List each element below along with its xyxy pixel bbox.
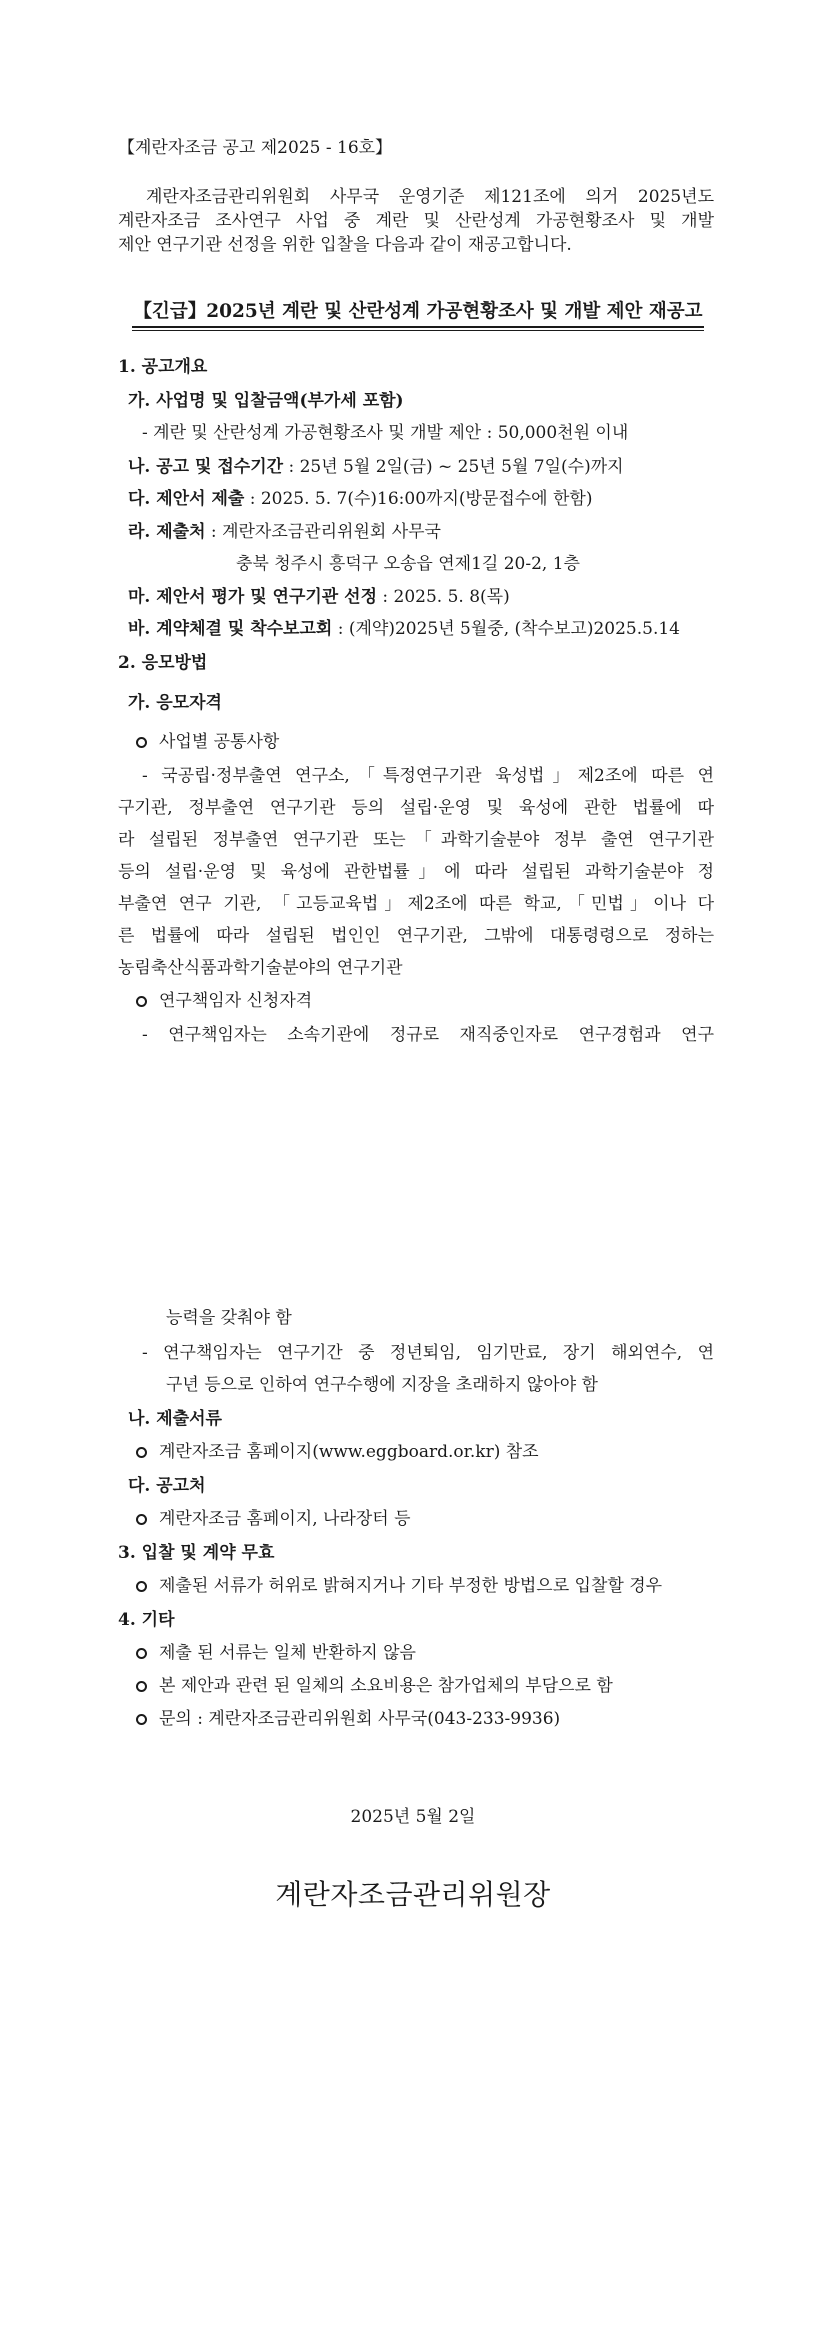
eligibility-line-5: 부출연 연구 기관, 「고등교육법」제2조에 따른 학교,「민법」이나 다 [118, 894, 714, 914]
eligibility-line-1: - 국공립·정부출연 연구소,「특정연구기관 육성법」제2조에 따른 연 [142, 766, 714, 786]
s1-item-e-text: : 2025. 5. 8(목) [377, 587, 510, 607]
s3-bullet-text: 제출된 서류가 허위로 밝혀지거나 기타 부정한 방법으로 입찰할 경우 [159, 1576, 663, 1596]
s1-item-d-label: 라. 제출처 [128, 522, 206, 542]
s1-item-e-label: 마. 제안서 평가 및 연구기관 선정 [128, 587, 377, 607]
s1-item-b-label: 나. 공고 및 접수기간 [128, 457, 284, 477]
s2-item-c-bullet [136, 1508, 411, 1530]
s1-item-d-address: 충북 청주시 흥덕구 오송읍 연제1길 20-2, 1층 [236, 554, 580, 574]
eligibility-line-7: 농림축산식품과학기술분야의 연구기관 [118, 958, 403, 978]
circle-bullet-icon [136, 737, 147, 748]
s1-item-c [128, 488, 593, 510]
researcher-req-1: - 연구책임자는 소속기관에 정규로 재직중인자로 연구경험과 연구 [142, 1025, 714, 1045]
s2-item-b-bullet [136, 1441, 539, 1463]
s1-item-c-text: : 2025. 5. 7(수)16:00까지(방문접수에 한함) [244, 489, 593, 509]
intro-line-2: 계란자조금 조사연구 사업 중 계란 및 산란성계 가공현황조사 및 개발 [118, 211, 714, 231]
eligibility-line-4: 등의 설립·운영 및 육성에 관한법률」에 따라 설립된 과학기술분야 정 [118, 862, 714, 882]
s2-item-b-label: 나. 제출서류 [128, 1409, 222, 1429]
title-underline [132, 326, 704, 328]
s1-item-a-text: - 계란 및 산란성계 가공현황조사 및 개발 제안 : 50,000천원 이내 [142, 423, 629, 443]
s4-bullet-2-text: 본 제안과 관련 된 일체의 소요비용은 참가업체의 부담으로 함 [159, 1676, 613, 1696]
s2-item-b-bullet-text: 계란자조금 홈페이지(www.eggboard.or.kr) 참조 [159, 1442, 539, 1462]
s1-item-f-label: 바. 계약체결 및 착수보고회 [128, 619, 333, 639]
intro-line-1: 계란자조금관리위원회 사무국 운영기준 제121조에 의거 2025년도 [146, 187, 714, 207]
notice-title: 【긴급】2025년 계란 및 산란성계 가공현황조사 및 개발 제안 재공고 [133, 301, 703, 322]
section-1-heading: 1. 공고개요 [118, 357, 208, 377]
intro-line-3: 제안 연구기관 선정을 위한 입찰을 다음과 같이 재공고합니다. [118, 235, 572, 255]
eligibility-line-6: 른 법률에 따라 설립된 법인인 연구기관, 그밖에 대통령령으로 정하는 [118, 926, 714, 946]
s3-bullet [136, 1575, 662, 1597]
s2-item-c-label: 다. 공고처 [128, 1476, 206, 1496]
section-4-heading: 4. 기타 [118, 1610, 175, 1630]
s2-item-a-label: 가. 응모자격 [128, 693, 222, 713]
s2-bullet-common [136, 731, 279, 753]
researcher-req-2: - 연구책임자는 연구기간 중 정년퇴임, 임기만료, 장기 해외연수, 연 [142, 1343, 714, 1363]
section-3-heading: 3. 입찰 및 계약 무효 [118, 1543, 275, 1563]
eligibility-line-2: 구기관, 정부출연 연구기관 등의 설립·운영 및 육성에 관한 법률에 따 [118, 798, 714, 818]
s4-bullet-2 [136, 1675, 613, 1697]
notice-number: 【계란자조금 공고 제2025 - 16호】 [118, 138, 393, 158]
notice-date: 2025년 5월 2일 [350, 1807, 476, 1827]
s1-item-d-text: : 계란자조금관리위원회 사무국 [205, 522, 441, 542]
s4-bullet-1-text: 제출 된 서류는 일체 반환하지 않음 [159, 1643, 416, 1663]
signature-title: 계란자조금관리위원장 [275, 1878, 551, 1911]
s4-bullet-3 [136, 1708, 560, 1730]
s2-bullet-researcher [136, 990, 312, 1012]
researcher-req-2-cont: 구년 등으로 인하여 연구수행에 지장을 초래하지 않아야 함 [166, 1375, 598, 1395]
s1-item-f [128, 618, 680, 640]
researcher-req-1-cont: 능력을 갖춰야 함 [166, 1308, 292, 1328]
s2-bullet-common-text: 사업별 공통사항 [159, 732, 280, 752]
s1-item-b [128, 456, 624, 478]
section-2-heading: 2. 응모방법 [118, 653, 208, 673]
s2-item-c-bullet-text: 계란자조금 홈페이지, 나라장터 등 [159, 1509, 411, 1529]
circle-bullet-icon [136, 1447, 147, 1458]
s1-item-d [128, 521, 441, 543]
circle-bullet-icon [136, 1681, 147, 1692]
s4-bullet-1 [136, 1642, 416, 1664]
circle-bullet-icon [136, 996, 147, 1007]
s2-bullet-researcher-text: 연구책임자 신청자격 [159, 991, 313, 1011]
circle-bullet-icon [136, 1714, 147, 1725]
circle-bullet-icon [136, 1581, 147, 1592]
circle-bullet-icon [136, 1514, 147, 1525]
s1-item-f-text: : (계약)2025년 5월중, (착수보고)2025.5.14 [332, 619, 681, 639]
title-underline-thin [132, 330, 704, 331]
s1-item-e [128, 586, 510, 608]
s1-item-b-text: : 25년 5월 2일(금) ~ 25년 5월 7일(수)까지 [283, 457, 624, 477]
circle-bullet-icon [136, 1648, 147, 1659]
s1-item-a-label: 가. 사업명 및 입찰금액(부가세 포함) [128, 391, 404, 411]
s1-item-c-label: 다. 제안서 제출 [128, 489, 245, 509]
s4-bullet-3-text: 문의 : 계란자조금관리위원회 사무국(043-233-9936) [159, 1709, 561, 1729]
eligibility-line-3: 라 설립된 정부출연 연구기관 또는「과학기술분야 정부 출연 연구기관 [118, 830, 714, 850]
